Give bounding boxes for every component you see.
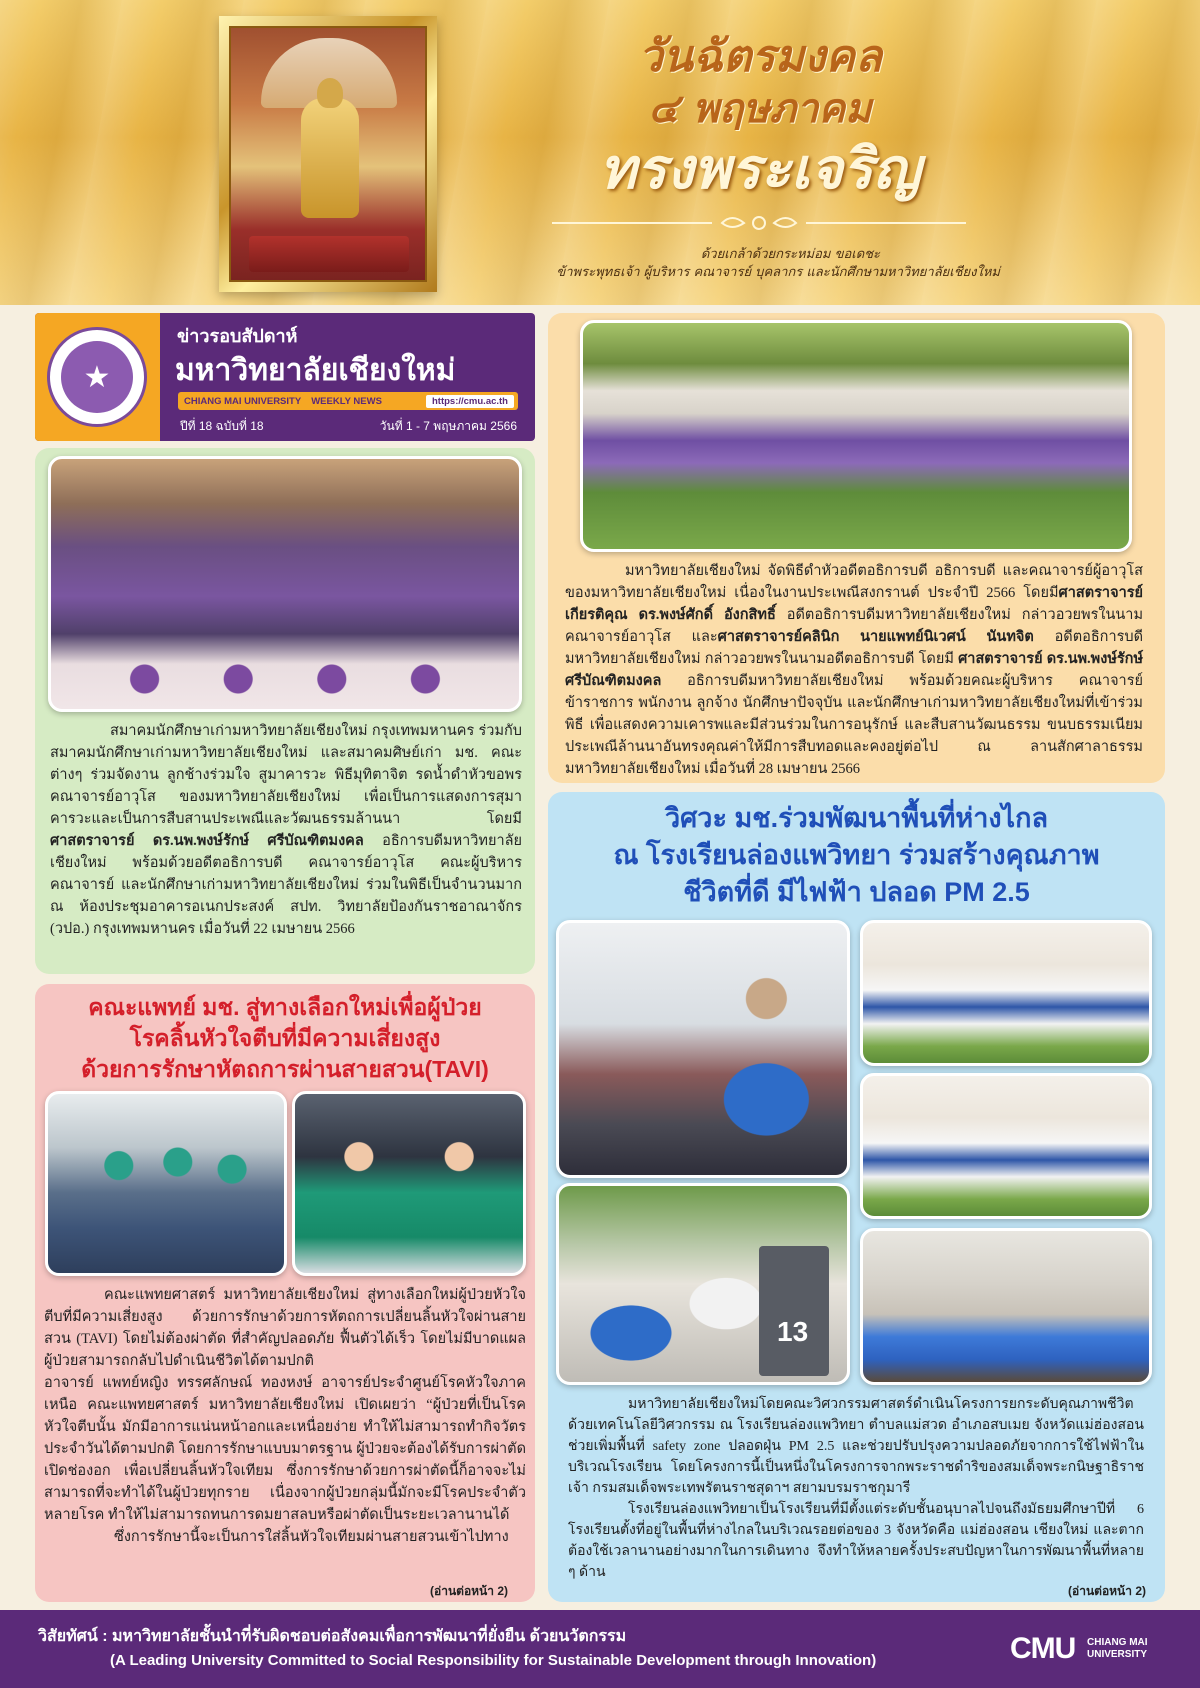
electrical-box (759, 1246, 829, 1376)
story-engineering-text (568, 1394, 1144, 1583)
vision-statement-en: (A Leading University Committed to Social Responsibility for Sustainable Development through Innovation) (110, 1652, 877, 1669)
newsletter-masthead (35, 313, 535, 441)
cmu-logo: CMU (1010, 1632, 1076, 1665)
students-group-photo-1 (860, 920, 1152, 1066)
royal-portrait (219, 16, 437, 292)
engineering-paragraph2: โรงเรียนล่องแพวิทยาเป็นโรงเรียนที่มีตั้งแต่ระดับชั้นอนุบาลไปจนถึงมัธยมศึกษาปีที่ 6 โรงเรียนตั้งที่อยู่ในพื้นที่ห่างไกลในบริเวณรอยต่อของ 3 จังหวัดคือ แม่ฮ่องสอน เชียงใหม่ และตาก ต้องใช้เวลานานอย่างมากในการเดินทาง จึงทำให้หลายครั้งประสบปัญหาในการพัฒนาพื้นที่หลาย ๆ ด้าน (568, 1502, 1144, 1580)
ornament-divider-icon (552, 212, 966, 234)
tavi-procedure-photo (45, 1091, 287, 1276)
alumni-president-name: ศาสตราจารย์ ดร.นพ.พงษ์รักษ์ ศรีบัณฑิตมงคล (50, 833, 364, 849)
cmu-logo-text: CHIANG MAI UNIVERSITY (1087, 1637, 1148, 1660)
engineering-headline-line3: ชีวิตที่ดี มีไฟฟ้า ปลอด PM 2.5 (683, 877, 1030, 907)
classroom-mats-photo (860, 1228, 1152, 1385)
tag-weekly: WEEKLY NEWS (311, 395, 382, 407)
story-alumni-text: สมาคมนักศึกษาเก่ามหาวิทยาลัยเชียงใหม่ กรุงเทพมหานคร ร่วมกับสมาคมนักศึกษาเก่ามหาวิทยาลัยเชียงใหม่ และสมาคมศิษย์เก่า มช. คณะต่างๆ ร่วมจัดงาน ลูกช้างร่วมใจ สูมาคารวะ พิธีมุทิตาจิต รดน้ำดำหัวขอพรคณาจารย์อาวุโส ของมหาวิทยาลัยเชียงใหม่ เพื่อเป็นการแสดงการสุมาคารวะและเป็นการสืบสานประเพณีและวัฒนธรรมล้านนา โดยมี ศาสตราจารย์ ดร.นพ.พงษ์รักษ์ ศรีบัณฑิตมงคล อธิการบดีมหาวิทยาลัยเชียงใหม่ พร้อมด้วยอดีตอธิการบดี คณาจารย์อาวุโส คณะผู้บริหาร คณาจารย์ และนักศึกษาเก่ามหาวิทยาลัยเชียงใหม่ ร่วมในพิธีเป็นจำนวนมาก ณ ห้องประชุมอาคารอเนกประสงค์ สปท. วิทยาลัยป้องกันราชอาณาจักร (วปอ.) กรุงเทพมหานคร เมื่อวันที่ 22 เมษายน 2566 (50, 723, 522, 937)
issue-date: วันที่ 1 - 7 พฤษภาคม 2566 (379, 419, 517, 433)
electrical-box-number: 13 (777, 1316, 809, 1347)
vision-statement: วิสัยทัศน์ : มหาวิทยาลัยชั้นนำที่รับผิดชอบต่อสังคมเพื่อการพัฒนาที่ยั่งยืน ด้วยนวัตกรรม (38, 1628, 627, 1645)
masthead-tagbar (178, 392, 518, 410)
masthead-title: มหาวิทยาลัยเชียงใหม่ (175, 354, 456, 387)
tavi-headline (40, 992, 530, 1085)
students-group-photo-2 (860, 1073, 1152, 1219)
banner-title-line3: ทรงพระเจริญ (599, 136, 921, 202)
songkran-ceremony-photo (580, 320, 1132, 552)
songkran-president-name: ศาสตราจารย์ ดร.นพ.พงษ์รักษ์ ศรีบัณฑิตมงคล (565, 651, 1144, 689)
issue-number: ปีที่ 18 ฉบับที่ 18 (180, 419, 264, 433)
tavi-paragraph1: คณะแพทยศาสตร์ มหาวิทยาลัยเชียงใหม่ สู่ทางเลือกใหม่ผู้ป่วยหัวใจตีบที่มีความเสี่ยงสูง ด้วยการรักษาด้วยการหัตถการเปลี่ยนลิ้นหัวใจผ่านสายสวน (TAVI) โดยไม่ต้องผ่าตัด ที่สำคัญปลอดภัย ฟื้นตัวได้เร็ว โดยไม่มีบาดแผล ผู้ป่วยสามารถกลับไปดำเนินชีวิตได้ตามปกติ (44, 1287, 526, 1369)
tavi-headline-line3: ด้วยการรักษาหัตถการผ่านสายสวน(TAVI) (81, 1056, 489, 1082)
engineering-paragraph1: มหาวิทยาลัยเชียงใหม่โดยคณะวิศวกรรมศาสตร์ดำเนินโครงการยกระดับคุณภาพชีวิตด้วยเทคโนโลยีวิศวกรรม ณ โรงเรียนล่องแพวิทยา ตำบลแม่สวด อำเภอสบเมย จังหวัดแม่ฮ่องสอน ช่วยเพิ่มพื้นที่ safety zone ปลอดฝุ่น PM 2.5 และช่วยปรับปรุงความปลอดภัยจากการใช้ไฟฟ้าในบริเวณโรงเรียน โดยโครงการนี้เป็นหนึ่งในโครงการจากพระราชดำริของสมเด็จพระกนิษฐาธิราชเจ้า กรมสมเด็จพระเทพรัตนราชสุดาฯ สยามบรมราชกุมารี (568, 1397, 1144, 1496)
songkran-speaker1-name: ศาสตราจารย์เกียรติคุณ ดร.พงษ์ศักดิ์ อังกสิทธิ์ (565, 585, 1143, 623)
tavi-headline-line2: โรคลิ้นหัวใจตีบที่มีความเสี่ยงสูง (129, 1025, 441, 1051)
tavi-paragraph3: ซึ่งการรักษานี้จะเป็นการใส่ลิ้นหัวใจเทียมผ่านสายสวนเข้าไปทาง (114, 1529, 509, 1545)
masthead-kicker: ข่าวรอบสัปดาห์ (177, 326, 298, 346)
tavi-readmore-link[interactable]: (อ่านต่อหน้า 2) (430, 1584, 508, 1598)
banner-title (470, 30, 1050, 204)
engineering-headline-line2: ณ โรงเรียนล่องแพวิทยา ร่วมสร้างคุณภาพ (613, 840, 1100, 870)
royal-banner (0, 0, 1200, 305)
vision-footer (0, 1610, 1200, 1688)
engineering-headline-line1: วิศวะ มช.ร่วมพัฒนาพื้นที่ห่างไกล (664, 803, 1049, 833)
dedication-line1: ด้วยเกล้าด้วยกระหม่อม ขอเดชะ (700, 247, 880, 262)
tavi-doctors-photo (292, 1091, 526, 1276)
electrical-box-photo (556, 1183, 850, 1385)
engineering-workshop-photo (556, 920, 850, 1178)
tavi-headline-line1: คณะแพทย์ มช. สู่ทางเลือกใหม่เพื่อผู้ป่วย (88, 994, 482, 1020)
engineering-headline (555, 800, 1158, 911)
songkran-speaker2-name: ศาสตราจารย์คลินิก นายแพทย์นิเวศน์ นันทจิต (717, 629, 1034, 645)
banner-dedication (440, 246, 1000, 282)
alumni-ceremony-photo (48, 456, 522, 712)
tavi-paragraph2: อาจารย์ แพทย์หญิง ทรรศลักษณ์ ทองหงษ์ อาจารย์ประจำศูนย์โรคหัวใจภาคเหนือ คณะแพทยศาสตร์ มหาวิทยาลัยเชียงใหม่ เปิดเผยว่า “ผู้ป่วยที่เป็นโรคหัวใจตีบนั้น มักมีอาการแน่นหน้าอกและเหนื่อยง่าย ทำให้ไม่สามารถทำกิจวัตรประจำวันได้ตามปกติ โดยการรักษาแบบมาตรฐาน ผู้ป่วยจะต้องได้รับการผ่าตัดเปิดช่องอก เพื่อเปลี่ยนลิ้นหัวใจเทียม ซึ่งการรักษาด้วยการผ่าตัดนี้ก็อาจจะไม่สามารถที่จะทำได้ในผู้ป่วยทุกราย เนื่องจากผู้ป่วยกลุ่มนี้มักจะมีโรคประจำตัวหลายโรค ทำให้ไม่สามารถทนการดมยาสลบหรือผ่าตัดเป็นระยะเวลานานได้ (44, 1375, 526, 1523)
banner-title-line2: ๔ พฤษภาคม (648, 85, 872, 132)
banner-title-line1: วันฉัตรมงคล (638, 31, 882, 82)
story-songkran-text: มหาวิทยาลัยเชียงใหม่ จัดพิธีดำหัวอดีตอธิการบดี อธิการบดี และคณาจารย์ผู้อาวุโสของมหาวิทยาลัยเชียงใหม่ เนื่องในงานประเพณีสงกรานต์ ประจำปี 2566 โดยมีศาสตราจารย์เกียรติคุณ ดร.พงษ์ศักดิ์ อังกสิทธิ์ อดีตอธิการบดีมหาวิทยาลัยเชียงใหม่ กล่าวอวยพรในนามคณาจารย์อาวุโส และศาสตราจารย์คลินิก นายแพทย์นิเวศน์ นันทจิต อดีตอธิการบดีมหาวิทยาลัยเชียงใหม่ กล่าวอวยพรในนามอดีตอธิการบดี โดยมี ศาสตราจารย์ ดร.นพ.พงษ์รักษ์ ศรีบัณฑิตมงคล อธิการบดีมหาวิทยาลัยเชียงใหม่ พร้อมด้วยคณะผู้บริหาร คณาจารย์ ข้าราชการ พนักงาน ลูกจ้าง นักศึกษาปัจจุบัน และนักศึกษาเก่ามหาวิทยาลัยเชียงใหม่ที่เข้าร่วมพิธี เพื่อแสดงความเคารพและมีส่วนร่วมในการอนุรักษ์ และสืบสานวัฒนธรรม ขนบธรรมเนียมประเพณีล้านนาอันทรงคุณค่าให้มีการสืบทอดและคงอยู่ต่อไป ณ ลานสักศาลาธรรม มหาวิทยาลัยเชียงใหม่ เมื่อวันที่ 28 เมษายน 2566 (565, 563, 1144, 777)
dedication-line2: ข้าพระพุทธเจ้า ผู้บริหาร คณาจารย์ บุคลากร และนักศึกษามหาวิทยาลัยเชียงใหม่ (556, 265, 1000, 280)
engineering-readmore-link[interactable]: (อ่านต่อหน้า 2) (1068, 1584, 1146, 1598)
elephant-seal-icon: ★ (47, 327, 147, 427)
tag-university: CHIANG MAI UNIVERSITY (184, 395, 302, 407)
masthead-url-link[interactable]: https://cmu.ac.th (426, 395, 514, 408)
story-tavi-text (44, 1284, 526, 1548)
